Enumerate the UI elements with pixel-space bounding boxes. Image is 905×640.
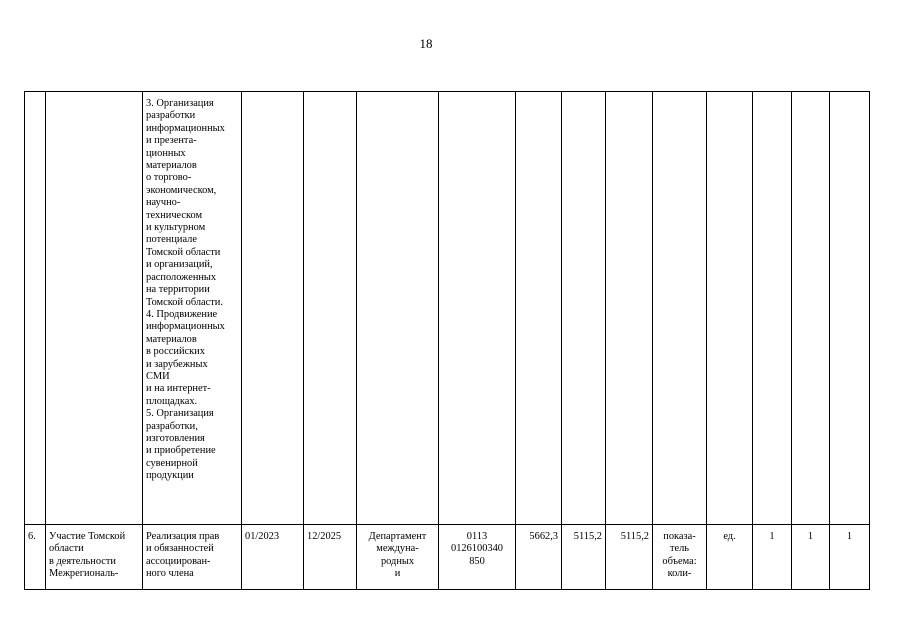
target-year1-cell: 1	[753, 525, 792, 590]
budget-code-cell: 0113 0126100340 850	[439, 525, 516, 590]
row-number-cell	[25, 92, 46, 525]
funding-year1-cell: 5662,3	[516, 525, 562, 590]
activities-text: 3. Организация разработки информационных и презента- ционных материалов о торгово- экономическом, научно- техническом и культурном потенциале Томской области и организаций, расположенных на территории Томской области. 4. Продвижение информационных материалов в российских и зарубежных СМИ и на интернет- площадках. 5. Организация разработки, изготовления и приобретение сувенирной продукции	[146, 98, 225, 482]
funding-year1-cell	[516, 92, 562, 525]
program-table	[24, 91, 870, 590]
start-date-cell	[242, 92, 304, 525]
indicator-cell: показа- тель объема: коли-	[653, 525, 707, 590]
end-date-cell	[304, 92, 357, 525]
executor-cell: Департамент междуна- родных и	[357, 525, 439, 590]
end-date-cell: 12/2025	[304, 525, 357, 590]
start-date-cell: 01/2023	[242, 525, 304, 590]
page-number: 18	[419, 36, 433, 51]
target-year1-cell	[753, 92, 792, 525]
unit-cell: ед.	[707, 525, 753, 590]
unit-cell	[707, 92, 753, 525]
indicator-cell	[653, 92, 707, 525]
funding-year3-cell	[606, 92, 653, 525]
target-year3-cell	[830, 92, 870, 525]
activities-cell	[143, 92, 242, 525]
budget-code-cell	[439, 92, 516, 525]
event-name-cell: Участие Томской области в деятельности Межрегиональ-	[46, 525, 143, 590]
funding-year2-cell: 5115,2	[562, 525, 606, 590]
executor-cell	[357, 92, 439, 525]
table-row	[25, 92, 870, 525]
target-year2-cell	[792, 92, 830, 525]
table-row	[25, 525, 870, 590]
event-name-cell	[46, 92, 143, 525]
activities-cell: Реализация прав и обязанностей ассоциирован- ного члена	[143, 525, 242, 590]
target-year3-cell: 1	[830, 525, 870, 590]
funding-year3-cell: 5115,2	[606, 525, 653, 590]
funding-year2-cell	[562, 92, 606, 525]
target-year2-cell: 1	[792, 525, 830, 590]
row-number-cell: 6.	[25, 525, 46, 590]
